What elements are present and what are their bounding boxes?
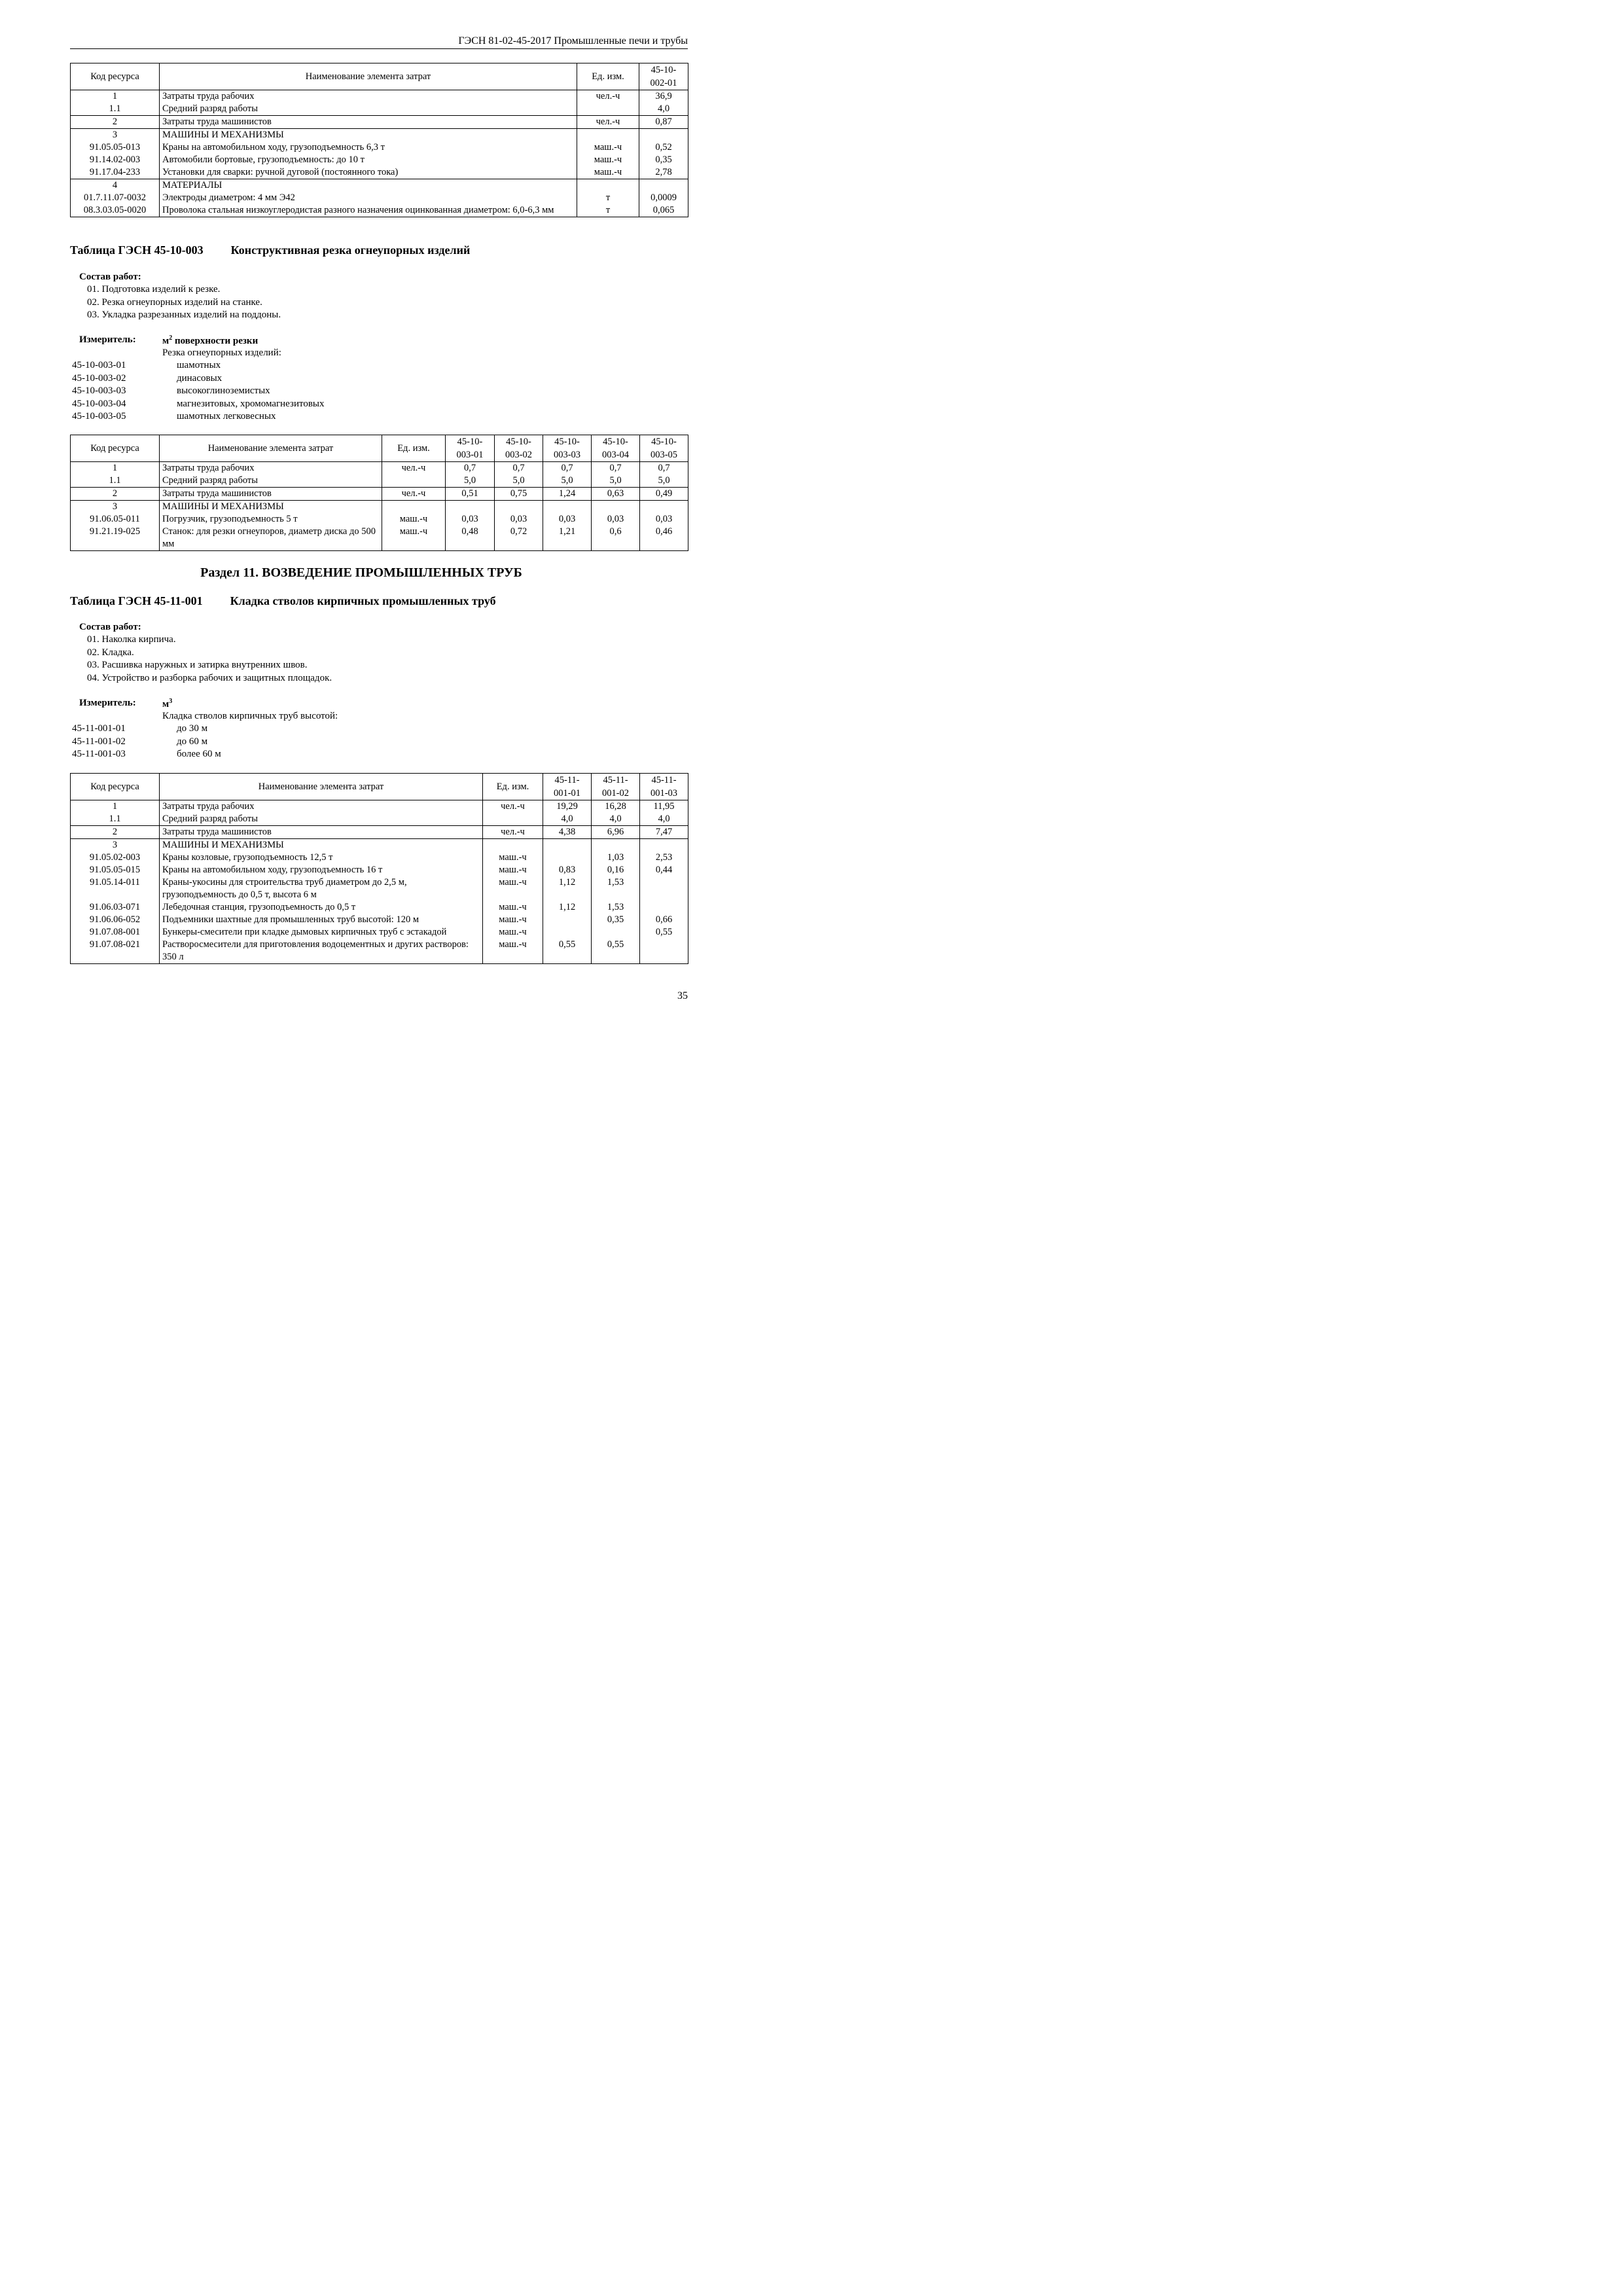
work-item: 03. Расшивка наружных и затирка внутренних швов. bbox=[87, 660, 308, 670]
list-item: 45-10-003-03 высокоглиноземистых bbox=[72, 386, 270, 396]
table-label: Таблица ГЭСН 45-10-003 bbox=[70, 243, 204, 257]
table-row: 91.05.05-013 Краны на автомобильном ходу, грузоподъемность 6,3 т маш.-ч 0,52 bbox=[71, 141, 688, 154]
table-row: 4 МАТЕРИАЛЫ bbox=[71, 179, 688, 192]
list-item: 45-10-003-02 динасовых bbox=[72, 372, 223, 384]
col-header: Ед. изм. bbox=[382, 435, 446, 462]
table-row: 91.14.02-003 Автомобили бортовые, грузоподъемность: до 10 т маш.-ч 0,35 bbox=[71, 154, 688, 166]
col-header: 45-11- 001-03 bbox=[640, 774, 688, 800]
col-header: Код ресурса bbox=[71, 63, 160, 90]
table-row: 2 Затраты труда машинистов чел.-ч 4,38 6,96 7,47 bbox=[71, 826, 688, 839]
list-item: 45-11-001-01 до 30 м bbox=[72, 723, 208, 734]
table-row: 3 МАШИНЫ И МЕХАНИЗМЫ bbox=[71, 501, 688, 514]
table-row: 1 Затраты труда рабочих чел.-ч 0,7 0,7 0,7 0,7 0,7 bbox=[71, 462, 688, 475]
izmeritel-intro: Резка огнеупорных изделий: bbox=[162, 348, 281, 358]
price-items bbox=[72, 723, 221, 761]
izmeritel-unit: $м^3$ bbox=[162, 698, 173, 709]
work-item: 01. Подготовка изделий к резке. bbox=[87, 284, 221, 295]
table-row: 91.07.08-001 Бункеры-смесители при кладке дымовых кирпичных труб с эстакадой маш.-ч 0,55 bbox=[71, 926, 688, 939]
table-row: 91.06.05-011 Погрузчик, грузоподъемность 5 т маш.-ч 0,03 0,03 0,03 0,03 0,03 bbox=[71, 513, 688, 526]
table-row: 91.05.05-015 Краны на автомобильном ходу, грузоподъемность 16 т маш.-ч 0,83 0,16 0,44 bbox=[71, 864, 688, 876]
table-heading bbox=[70, 243, 470, 257]
table-row: 91.17.04-233 Установки для сварки: ручной дуговой (постоянного тока) маш.-ч 2,78 bbox=[71, 166, 688, 179]
table-row: 3 МАШИНЫ И МЕХАНИЗМЫ bbox=[71, 839, 688, 852]
page-number: 35 bbox=[677, 990, 688, 1001]
table-row: 91.07.08-021 Растворосмесители для приготовления водоцементных и других растворов: 350 л маш.-ч 0,55 0,55 bbox=[71, 939, 688, 964]
list-item: 45-10-003-04 магнезитовых, хромомагнезитовых bbox=[72, 398, 325, 409]
table-row: 1.1 Средний разряд работы 4,0 4,0 4,0 bbox=[71, 813, 688, 826]
table-title: Конструктивная резка огнеупорных изделий bbox=[230, 243, 471, 257]
table-row: 3 МАШИНЫ И МЕХАНИЗМЫ bbox=[71, 129, 688, 142]
table-45-10-003 bbox=[70, 435, 688, 551]
col-header: Ед. изм. bbox=[483, 774, 543, 800]
table-row: 1 Затраты труда рабочих чел.-ч 36,9 bbox=[71, 90, 688, 103]
list-item: 45-10-003-01 шамотных bbox=[72, 360, 221, 370]
izmeritel-label: Измеритель: bbox=[79, 334, 136, 345]
table-label: Таблица ГЭСН 45-11-001 bbox=[70, 594, 203, 607]
work-item: 02. Кладка. bbox=[87, 647, 134, 658]
table-row: 2 Затраты труда машинистов чел.-ч 0,51 0,75 1,24 0,63 0,49 bbox=[71, 488, 688, 501]
table-row: 91.21.19-025 Станок: для резки огнеупоров, диаметр диска до 500 мм маш.-ч 0,48 0,72 1,21 0,6 0,46 bbox=[71, 526, 688, 551]
izmeritel-intro: Кладка стволов кирпичных труб высотой: bbox=[162, 711, 338, 721]
table-row: 01.7.11.07-0032 Электроды диаметром: 4 мм Э42 т 0,0009 bbox=[71, 192, 688, 204]
table-row: 1.1 Средний разряд работы 4,0 bbox=[71, 103, 688, 116]
work-item: 04. Устройство и разборка рабочих и защитных площадок. bbox=[87, 672, 332, 683]
sostav-label: Состав работ: bbox=[79, 622, 141, 632]
col-header: Наименование элемента затрат bbox=[160, 774, 483, 800]
works-list bbox=[87, 634, 332, 685]
col-header: Наименование элемента затрат bbox=[160, 63, 577, 90]
list-item: 45-11-001-03 более 60 м bbox=[72, 749, 221, 759]
col-header: 45-11- 001-01 bbox=[543, 774, 592, 800]
table-45-10-002 bbox=[70, 63, 688, 217]
col-header: Ед. изм. bbox=[577, 63, 639, 90]
section-title: Раздел 11. ВОЗВЕДЕНИЕ ПРОМЫШЛЕННЫХ ТРУБ bbox=[200, 565, 522, 580]
col-header: 45-10- 002-01 bbox=[639, 63, 688, 90]
running-header: ГЭСН 81-02-45-2017 Промышленные печи и трубы bbox=[70, 35, 688, 49]
col-header: 45-10- 003-04 bbox=[592, 435, 640, 462]
izmeritel-unit: $м^2$ поверхности резки bbox=[162, 334, 259, 346]
list-item: 45-11-001-02 до 60 м bbox=[72, 736, 208, 747]
table-row: 1 Затраты труда рабочих чел.-ч 19,29 16,28 11,95 bbox=[71, 800, 688, 814]
table-row: 91.06.06-052 Подъемники шахтные для промышленных труб высотой: 120 м маш.-ч 0,35 0,66 bbox=[71, 914, 688, 926]
col-header: Наименование элемента затрат bbox=[160, 435, 382, 462]
work-item: 02. Резка огнеупорных изделий на станке. bbox=[87, 296, 262, 308]
col-header: 45-10- 003-02 bbox=[495, 435, 543, 462]
col-header: 45-10- 003-03 bbox=[543, 435, 592, 462]
col-header: 45-10- 003-05 bbox=[640, 435, 688, 462]
sostav-label: Состав работ: bbox=[79, 272, 141, 282]
izmeritel-label: Измеритель: bbox=[79, 698, 136, 708]
table-45-11-001 bbox=[70, 773, 688, 964]
col-header: Код ресурса bbox=[71, 435, 160, 462]
table-row: 91.06.03-071 Лебедочная станция, грузоподъемность до 0,5 т маш.-ч 1,12 1,53 bbox=[71, 901, 688, 914]
table-row: 2 Затраты труда машинистов чел.-ч 0,87 bbox=[71, 116, 688, 129]
table-heading bbox=[70, 594, 496, 608]
table-row: 1.1 Средний разряд работы 5,0 5,0 5,0 5,0 5,0 bbox=[71, 475, 688, 488]
list-item: 45-10-003-05 шамотных легковесных bbox=[72, 411, 276, 422]
price-items bbox=[72, 359, 325, 423]
table-row: 91.05.14-011 Краны-укосины для строительства труб диаметром до 2,5 м, грузоподъемность до 0,5 т, высота 6 м маш.-ч 1,12 1,53 bbox=[71, 876, 688, 901]
work-item: 03. Укладка разрезанных изделий на поддоны. bbox=[87, 310, 281, 320]
work-item: 01. Наколка кирпича. bbox=[87, 634, 176, 645]
col-header: Код ресурса bbox=[71, 774, 160, 800]
table-row: 91.05.02-003 Краны козловые, грузоподъемность 12,5 т маш.-ч 1,03 2,53 bbox=[71, 852, 688, 864]
table-title: Кладка стволов кирпичных промышленных труб bbox=[230, 594, 496, 607]
col-header: 45-11- 001-02 bbox=[592, 774, 640, 800]
col-header: 45-10- 003-01 bbox=[446, 435, 495, 462]
table-row: 08.3.03.05-0020 Проволока стальная низкоуглеродистая разного назначения оцинкованная диаметром: 6,0-6,3 мм т 0,065 bbox=[71, 204, 688, 217]
works-list bbox=[87, 283, 281, 322]
